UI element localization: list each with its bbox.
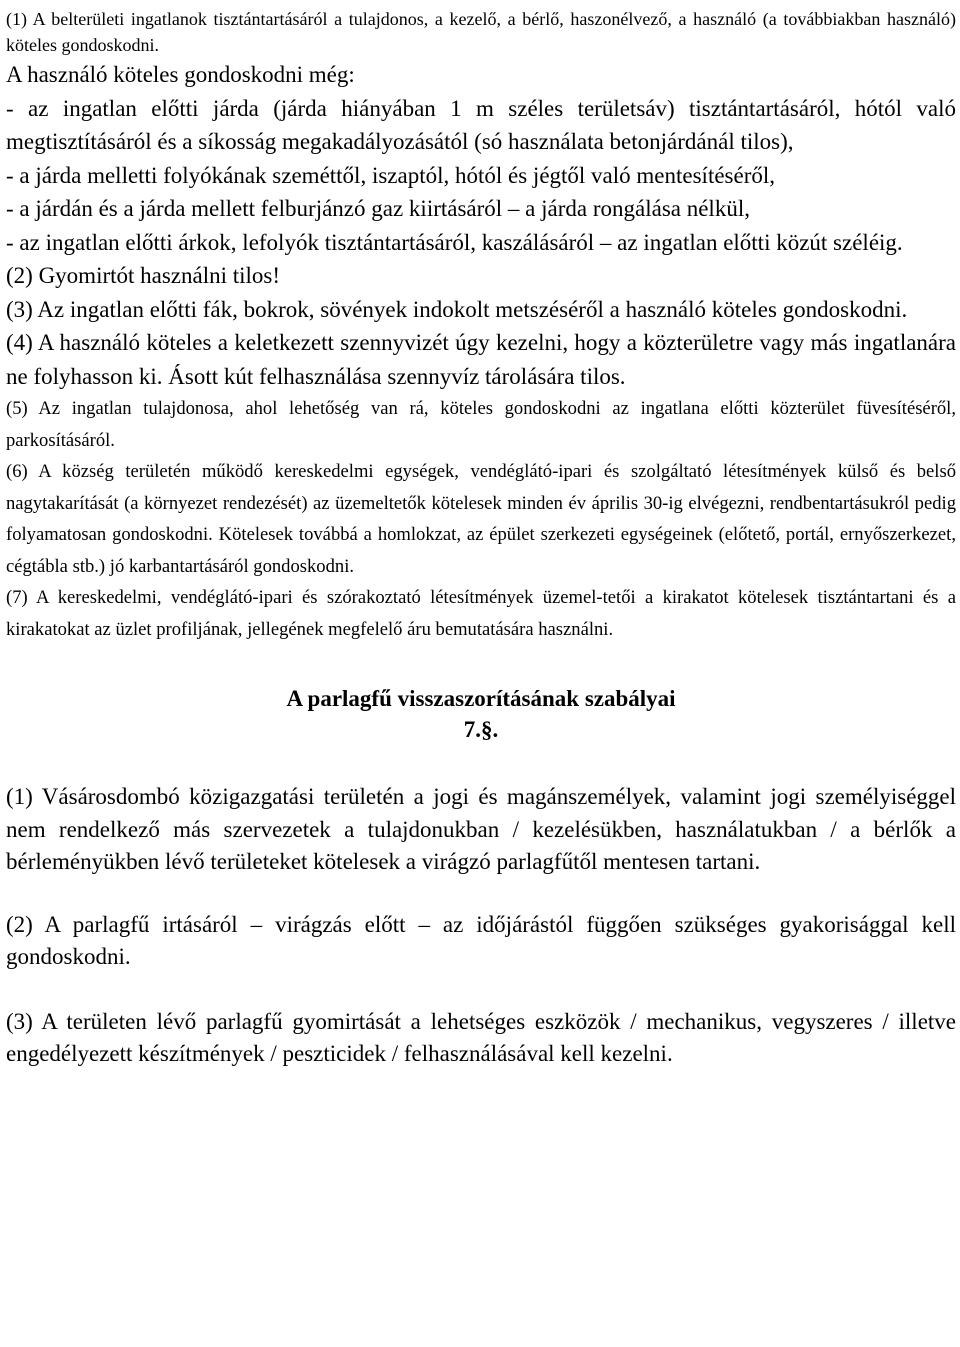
section-paragraph-3: (3) A területen lévő parlagfű gyomirtását a lehetséges eszközök / mechanikus, vegyszeres / illetve engedélyezett készítmények / peszticidek / felhasználásával kell kezelni. — [6, 1008, 956, 1066]
section-paragraph-2: (2) A parlagfű irtásáról – virágzás előtt – az időjárástól függően szükséges gyakorisággal kell gondoskodni. — [6, 911, 956, 969]
paragraph-7: (7) A kereskedelmi, vendéglátó-ipari és szórakoztató létesítmények üzemel-tetői a kirakatot kötelesek tisztántartani és a kirakatokat az üzlet profiljának, jellegének megfelelő áru bemutatására használni. — [6, 587, 956, 640]
paragraph-2: (2) Gyomirtót használni tilos! — [6, 263, 281, 288]
section-paragraph-1: (1) Vásárosdombó közigazgatási területén a jogi és magánszemélyek, valamint jogi személyiséggel nem rendelkező más szervezetek a tulajdonukban / kezelésükben, használatukban / a bérlők a bérleményükben lévő területeket kötelesek a virágzó parlagfűtől mentesen tartani. — [6, 784, 956, 874]
obligation-gutter: - a járda melletti folyókának szeméttől, iszaptól, hótól és jégtől való mentesítéséről, — [6, 162, 775, 188]
paragraph-1-intro: (1) A belterületi ingatlanok tisztántartásáról a tulajdonos, a kezelő, a bérlő, haszonélvező, a használó (a továbbiakban használó) köteles gondoskodni. — [6, 9, 956, 55]
paragraph-4: (4) A használó köteles a keletkezett szennyvizét úgy kezelni, hogy a közterületre vagy más ingatlanára ne folyhasson ki. Ásott kút felhasználása szennyvíz tárolására tilos. — [6, 330, 956, 389]
paragraph-3: (3) Az ingatlan előtti fák, bokrok, sövények indokolt metszéséről a használó köteles gondoskodni. — [6, 296, 908, 322]
section-title: A parlagfű visszaszorításának szabályai — [286, 686, 676, 711]
obligation-sidewalk: - az ingatlan előtti járda (járda hiányában 1 m széles területsáv) tisztántartásáról, hótól való megtisztításáról és a síkosság megakadályozásától (só használata betonjárdánál tilos), — [6, 95, 956, 154]
paragraph-user-obligations: A használó köteles gondoskodni még: — [6, 62, 355, 87]
section-number: 7.§. — [463, 717, 499, 742]
paragraph-5: (5) Az ingatlan tulajdonosa, ahol lehetőség van rá, köteles gondoskodni az ingatlana előtti közterület füvesítéséről, parkosításáról. — [6, 398, 956, 451]
document-page — [6, 0, 956, 1071]
obligation-ditches: - az ingatlan előtti árkok, lefolyók tisztántartásáról, kaszálásáról – az ingatlan előtti közút széléig. — [6, 229, 903, 255]
paragraph-6: (6) A község területén működő kereskedelmi egységek, vendéglátó-ipari és szolgáltató létesítmények külső és belső nagytakarítását (a környezet rendezését) az üzemeltetők kötelesek minden év április 30-ig elvégezni, rendbentartásukról pedig folyamatosan gondoskodni. Kötelesek továbbá a homlokzat, az épület szerkezeti egységeinek (előtető, portál, ernyőszerkezet, cégtábla stb.) jó karbantartásáról gondoskodni. — [6, 461, 956, 577]
obligation-weeds: - a járdán és a járda mellett felburjánzó gaz kiirtásáról – a járda rongálása nélkül, — [6, 196, 750, 221]
